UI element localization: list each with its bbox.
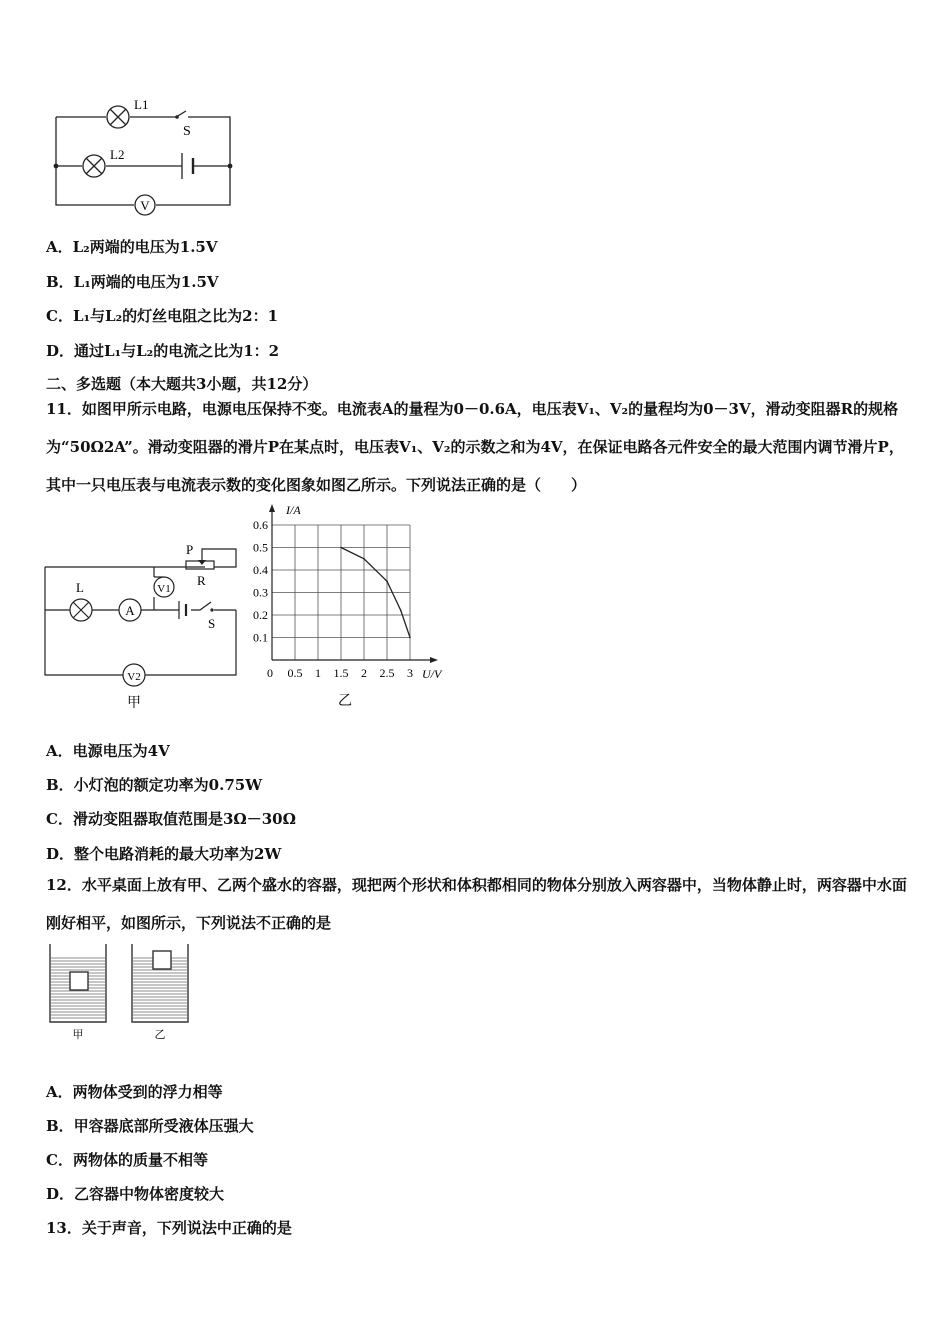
q13-stem: 13．关于声音，下列说法中正确的是 bbox=[46, 1219, 292, 1237]
x-tick-label: 0 bbox=[267, 666, 273, 680]
series-point bbox=[409, 637, 411, 639]
x-tick-label: 2 bbox=[361, 666, 367, 680]
container-jia-label: 甲 bbox=[72, 1029, 84, 1041]
y-tick-label: 0.2 bbox=[253, 608, 268, 622]
circuit-figure-jia bbox=[40, 540, 245, 715]
q10-option-d: D．通过L₁与L₂的电流之比为1：2 bbox=[46, 342, 280, 360]
y-axis-label: I/A bbox=[286, 503, 301, 517]
chart-figure-yi bbox=[250, 500, 455, 715]
q12-option-c: C．两物体的质量不相等 bbox=[46, 1151, 208, 1169]
switch-s-label: S bbox=[208, 616, 216, 631]
x-tick-label: 3 bbox=[407, 666, 413, 680]
q10-option-c: C．L₁与L₂的灯丝电阻之比为2：1 bbox=[46, 307, 279, 325]
q10-option-a: A．L₂两端的电压为1.5V bbox=[46, 238, 218, 256]
l2-label: L2 bbox=[110, 147, 125, 162]
q11-option-c: C．滑动变阻器取值范围是3Ω－30Ω bbox=[46, 810, 296, 828]
circuit-figure-1 bbox=[50, 95, 240, 220]
q11-option-b: B．小灯泡的额定功率为0.75W bbox=[46, 776, 263, 794]
y-tick-label: 0.5 bbox=[253, 540, 268, 555]
x-axis-label: U/V bbox=[422, 667, 442, 681]
q11-option-a: A．电源电压为4V bbox=[46, 742, 170, 760]
x-axis-arrow bbox=[430, 657, 438, 663]
containers-figure bbox=[44, 940, 194, 1045]
voltmeter-v1-label: V1 bbox=[157, 583, 171, 595]
series-point bbox=[386, 580, 388, 582]
rheostat-r-label: R bbox=[197, 573, 206, 588]
q11-stem: 11．如图甲所示电路，电源电压保持不变。电流表A的量程为0－0.6A，电压表V₁、V₂的量程均为0－3V，滑动变阻器R的规格为“50Ω2A”。滑动变阻器的滑片P在某点时，电压表V₁、V₂的示数之和为4V，在保证电路各元件安全的最大范围内调节滑片P，其中一只电压表与电流表示数的变化图象如图乙所示。下列说法正确的是（ ） bbox=[46, 400, 904, 494]
section-heading: 二、多选题（本大题共3小题，共12分） bbox=[46, 375, 318, 393]
y-tick-label: 0.6 bbox=[253, 518, 268, 532]
q12-option-b: B．甲容器底部所受液体压强大 bbox=[46, 1117, 254, 1135]
y-axis-arrow bbox=[269, 504, 275, 512]
series-point bbox=[400, 610, 402, 612]
slider-p-label: P bbox=[186, 542, 194, 557]
lamp-l-label: L bbox=[76, 580, 84, 595]
voltmeter-label: V bbox=[140, 198, 150, 213]
series-point bbox=[340, 547, 342, 549]
ammeter-label: A bbox=[125, 603, 135, 618]
q12-option-a: A．两物体受到的浮力相等 bbox=[46, 1083, 223, 1101]
container-yi-label: 乙 bbox=[154, 1029, 166, 1041]
q12-stem: 12．水平桌面上放有甲、乙两个盛水的容器，现把两个形状和体积都相同的物体分别放入两容器中，当物体静止时，两容器中水面刚好相平，如图所示，下列说法不正确的是 bbox=[46, 876, 907, 932]
object-in-yi bbox=[153, 951, 171, 969]
y-tick-label: 0.4 bbox=[253, 563, 268, 577]
voltmeter-v2-label: V2 bbox=[127, 671, 141, 683]
x-tick-label: 1 bbox=[315, 666, 321, 680]
x-tick-label: 0.5 bbox=[287, 666, 303, 680]
series-point bbox=[363, 558, 365, 560]
q11-option-d: D．整个电路消耗的最大功率为2W bbox=[46, 845, 282, 863]
l1-label: L1 bbox=[134, 97, 149, 112]
switch-label: S bbox=[183, 124, 191, 139]
y-tick-label: 0.3 bbox=[253, 585, 268, 600]
figure-jia-caption: 甲 bbox=[127, 696, 141, 711]
q10-option-b: B．L₁两端的电压为1.5V bbox=[46, 273, 219, 291]
q12-option-d: D．乙容器中物体密度较大 bbox=[46, 1185, 225, 1203]
object-in-jia bbox=[70, 972, 88, 990]
y-tick-label: 0.1 bbox=[253, 630, 268, 645]
x-tick-label: 2.5 bbox=[379, 666, 395, 680]
figure-yi-caption: 乙 bbox=[338, 694, 352, 709]
x-tick-label: 1.5 bbox=[333, 666, 349, 680]
